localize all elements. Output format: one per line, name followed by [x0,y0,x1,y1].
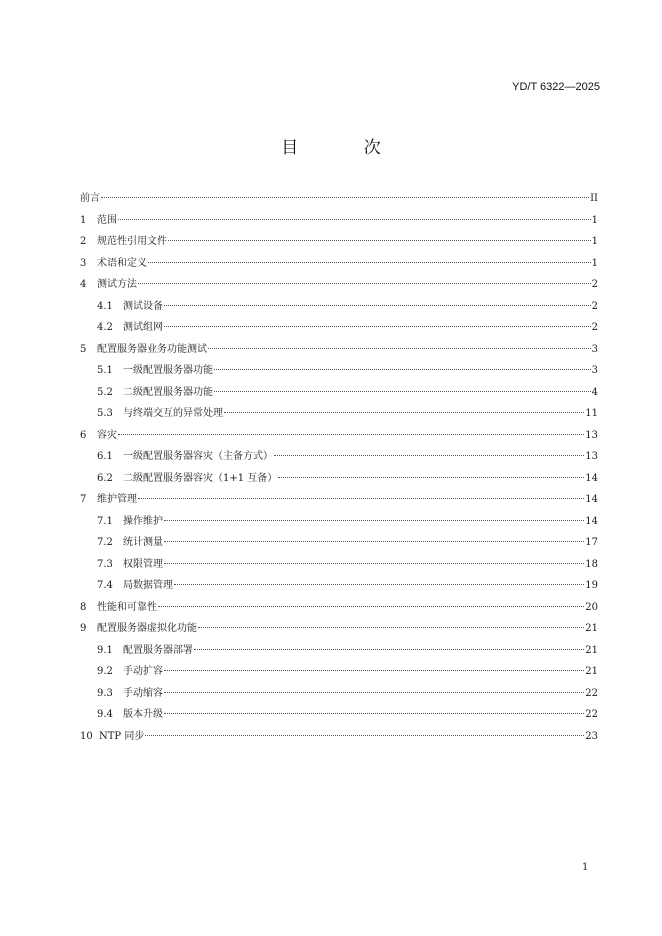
toc-entry-page: 3 [591,343,598,355]
toc-entry-label: 手动缩容 [123,687,163,699]
toc-entry-page: 2 [591,322,598,333]
toc-dot-leader [158,606,584,607]
toc-dot-leader [164,692,584,693]
toc-entry[interactable] [80,618,598,640]
page-number: 1 [582,862,589,873]
toc-entry[interactable] [80,296,598,318]
toc-entry-label: 操作维护 [123,515,163,527]
toc-entry[interactable] [80,683,598,705]
toc-entry[interactable] [80,188,598,210]
toc-entry-page: 2 [591,279,598,290]
toc-entry[interactable] [80,339,598,361]
toc-entry[interactable] [80,382,598,404]
toc-dot-leader [194,649,584,650]
toc-entry-number: 7.4 [97,580,113,591]
toc-entry-label: 性能和可靠性 [97,601,157,613]
toc-entry-label: 配置服务器虚拟化功能 [97,623,197,634]
toc-entry-number: 5.2 [97,386,113,398]
toc-entry-number: 9.1 [97,644,113,656]
toc-entry-page: 18 [585,558,598,570]
toc-entry-number: 4.1 [97,300,113,312]
toc-entry[interactable] [80,704,598,726]
toc-entry[interactable] [80,425,598,447]
toc-entry-page: 11 [585,408,598,419]
toc-dot-leader [138,283,591,284]
toc-entry-label: 测试设备 [123,300,163,312]
toc-dot-leader [164,563,584,564]
toc-entry[interactable] [80,532,598,554]
toc-entry-page: 22 [585,687,598,699]
toc-entry-page: 3 [591,365,598,376]
toc-entry-label: 前言 [80,193,100,204]
toc-entry-number: 9 [80,623,87,634]
toc-entry-page: 14 [585,494,598,505]
toc-entry-number: 7 [80,494,87,505]
toc-entry-page: 19 [585,580,598,591]
toc-entry-page: 20 [585,601,598,613]
toc-entry[interactable] [80,468,598,490]
toc-entry-number: 7.3 [97,558,113,570]
toc-entry-number: 9.2 [97,666,113,677]
toc-entry-label: 一级配置服务器容灾（主备方式） [123,451,273,462]
toc-entry-page: 22 [585,709,598,720]
toc-dot-leader [278,477,584,478]
toc-dot-leader [138,498,584,499]
toc-entry-number: 8 [80,601,87,613]
toc-dot-leader [224,412,584,413]
toc-entry-page: 13 [585,429,598,441]
toc-entry-label: 一级配置服务器功能 [123,365,213,376]
toc-entry-number: 5.1 [97,365,113,376]
toc-entry-page: II [590,193,598,204]
toc-entry-number: 7.2 [97,537,113,548]
toc-entry-label: 测试方法 [97,279,137,290]
toc-dot-leader [148,262,591,263]
toc-dot-leader [145,735,584,736]
toc-entry-label: 配置服务器业务功能测试 [97,343,207,355]
toc-entry[interactable] [80,274,598,296]
toc-entry-page: 21 [585,666,598,677]
toc-entry[interactable] [80,446,598,468]
toc-entry-number: 6 [80,429,87,441]
toc-entry-number: 6.1 [97,451,113,462]
toc-entry-page: 1 [591,257,598,269]
toc-entry-page: 17 [585,537,598,548]
toc-entry-number: 4 [80,279,87,290]
toc-entry[interactable] [80,403,598,425]
toc-entry[interactable] [80,726,598,748]
toc-entry-label: 权限管理 [123,558,163,570]
toc-entry-label: 版本升级 [123,709,163,720]
toc-dot-leader [174,584,584,585]
toc-dot-leader [164,520,584,521]
toc-entry-number: 9.3 [97,687,113,699]
toc-dot-leader [164,670,584,671]
toc-entry-number: 9.4 [97,709,113,720]
toc-dot-leader [214,369,591,370]
toc-entry-number: 6.2 [97,472,113,484]
toc-entry-label: NTP 同步 [99,730,145,742]
toc-entry-label: 范围 [97,214,117,226]
toc-entry-number: 5.3 [97,408,113,419]
toc-entry-label: 容灾 [97,429,117,441]
toc-entry[interactable] [80,640,598,662]
toc-dot-leader [164,541,584,542]
toc-entry-label: 二级配置服务器容灾（1+1 互备） [123,472,278,484]
toc-entry-page: 23 [585,730,598,742]
toc-entry-page: 14 [585,472,598,484]
toc-dot-leader [118,434,584,435]
toc-dot-leader [214,391,591,392]
toc-entry-label: 手动扩容 [123,666,163,677]
toc-dot-leader [208,348,591,349]
toc-entry[interactable] [80,231,598,253]
toc-entry[interactable] [80,575,598,597]
toc-entry[interactable] [80,360,598,382]
toc-entry-label: 局数据管理 [123,580,173,591]
toc-entry-page: 14 [585,515,598,527]
toc-entry-number: 10 [80,730,93,742]
toc-dot-leader [274,455,584,456]
toc-dot-leader [164,713,584,714]
toc-entry-label: 规范性引用文件 [97,236,167,247]
toc-entry-number: 4.2 [97,322,113,333]
toc-entry-page: 4 [591,386,598,398]
toc-entry-number: 5 [80,343,87,355]
toc-entry-page: 2 [591,300,598,312]
toc-entry-label: 术语和定义 [97,257,147,269]
toc-entry-page: 1 [591,214,598,226]
toc-entry-number: 3 [80,257,87,269]
toc-entry[interactable] [80,554,598,576]
toc-entry-label: 二级配置服务器功能 [123,386,213,398]
toc-entry-number: 2 [80,236,87,247]
toc-dot-leader [101,197,589,198]
toc-entry[interactable] [80,210,598,232]
toc-entry[interactable] [80,597,598,619]
toc-entry[interactable] [80,317,598,339]
toc-entry-label: 配置服务器部署 [123,644,193,656]
table-of-contents [80,188,598,747]
toc-dot-leader [164,305,591,306]
toc-dot-leader [168,240,591,241]
toc-title: 目 次 [281,138,411,158]
toc-dot-leader [198,627,584,628]
toc-entry-label: 统计测量 [123,537,163,548]
toc-entry[interactable] [80,661,598,683]
toc-entry-page: 21 [585,644,598,656]
toc-dot-leader [118,219,591,220]
toc-entry-page: 1 [591,236,598,247]
toc-entry-number: 7.1 [97,515,113,527]
toc-dot-leader [164,326,591,327]
toc-entry-label: 与终端交互的异常处理 [123,408,223,419]
toc-entry-page: 13 [585,451,598,462]
toc-entry[interactable] [80,489,598,511]
toc-entry[interactable] [80,253,598,275]
toc-entry-label: 测试组网 [123,322,163,333]
document-code: YD/T 6322—2025 [512,81,600,93]
toc-entry-page: 21 [585,623,598,634]
toc-entry[interactable] [80,511,598,533]
toc-entry-number: 1 [80,214,87,226]
toc-entry-label: 维护管理 [97,494,137,505]
